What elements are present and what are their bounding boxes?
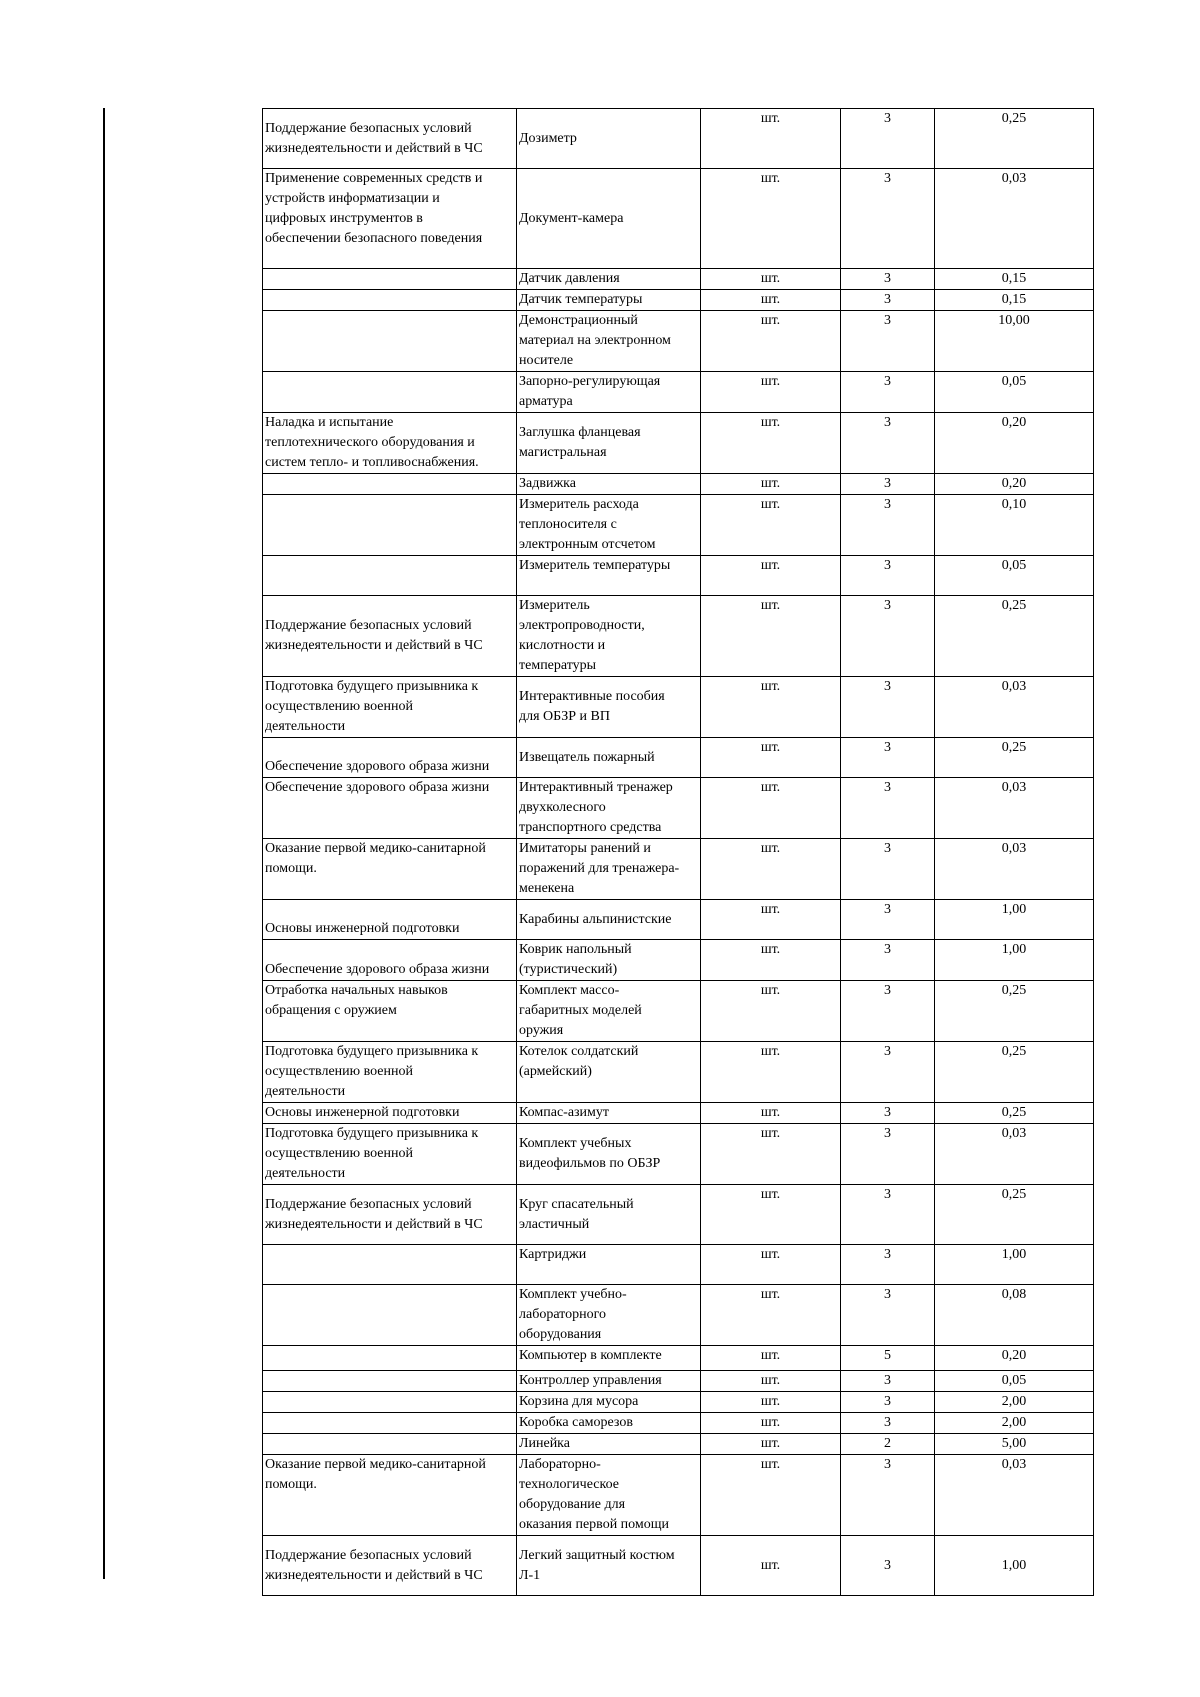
cell-unit: шт. bbox=[701, 556, 841, 596]
cell-section bbox=[263, 372, 517, 413]
table-row bbox=[263, 290, 1094, 311]
cell-section bbox=[263, 1434, 517, 1455]
cell-unit: шт. bbox=[701, 413, 841, 474]
cell-norm-value: 0,05 bbox=[935, 1371, 1094, 1392]
cell-section: Отработка начальных навыков обращения с оружием bbox=[263, 981, 517, 1042]
cell-item-name: Измеритель электропроводности, кислотности и температуры bbox=[517, 596, 701, 677]
cell-norm-value: 1,00 bbox=[935, 940, 1094, 981]
cell-item-name: Карабины альпинистские bbox=[517, 900, 701, 940]
cell-section bbox=[263, 556, 517, 596]
cell-item-name: Извещатель пожарный bbox=[517, 738, 701, 778]
cell-unit: шт. bbox=[701, 1124, 841, 1185]
cell-quantity: 3 bbox=[841, 372, 935, 413]
table-row bbox=[263, 1455, 1094, 1536]
cell-item-name: Датчик температуры bbox=[517, 290, 701, 311]
cell-norm-value: 5,00 bbox=[935, 1434, 1094, 1455]
cell-unit: шт. bbox=[701, 839, 841, 900]
cell-norm-value: 0,25 bbox=[935, 981, 1094, 1042]
cell-unit: шт. bbox=[701, 474, 841, 495]
cell-unit: шт. bbox=[701, 1245, 841, 1285]
cell-unit: шт. bbox=[701, 596, 841, 677]
cell-item-name: Дозиметр bbox=[517, 109, 701, 169]
cell-section bbox=[263, 1413, 517, 1434]
cell-unit: шт. bbox=[701, 311, 841, 372]
cell-unit: шт. bbox=[701, 738, 841, 778]
cell-item-name: Линейка bbox=[517, 1434, 701, 1455]
cell-unit: шт. bbox=[701, 1103, 841, 1124]
cell-section bbox=[263, 1371, 517, 1392]
cell-norm-value: 2,00 bbox=[935, 1392, 1094, 1413]
table-row bbox=[263, 474, 1094, 495]
cell-norm-value: 0,25 bbox=[935, 1103, 1094, 1124]
cell-norm-value: 0,25 bbox=[935, 1185, 1094, 1245]
cell-item-name: Интерактивные пособия для ОБЗР и ВП bbox=[517, 677, 701, 738]
cell-item-name: Компьютер в комплекте bbox=[517, 1346, 701, 1371]
cell-section bbox=[263, 495, 517, 556]
cell-norm-value: 0,03 bbox=[935, 839, 1094, 900]
cell-item-name: Контроллер управления bbox=[517, 1371, 701, 1392]
cell-section: Подготовка будущего призывника к осуществлению военной деятельности bbox=[263, 1042, 517, 1103]
cell-item-name: Измеритель расхода теплоносителя с электронным отсчетом bbox=[517, 495, 701, 556]
cell-unit: шт. bbox=[701, 1536, 841, 1596]
cell-section: Обеспечение здорового образа жизни bbox=[263, 940, 517, 981]
cell-item-name: Демонстрационный материал на электронном носителе bbox=[517, 311, 701, 372]
table-row bbox=[263, 596, 1094, 677]
cell-quantity: 3 bbox=[841, 1042, 935, 1103]
cell-unit: шт. bbox=[701, 1371, 841, 1392]
equipment-table bbox=[262, 108, 1094, 1596]
table-row bbox=[263, 1434, 1094, 1455]
cell-item-name: Датчик давления bbox=[517, 269, 701, 290]
cell-section bbox=[263, 1245, 517, 1285]
cell-unit: шт. bbox=[701, 495, 841, 556]
cell-section: Поддержание безопасных условий жизнедеятельности и действий в ЧС bbox=[263, 109, 517, 169]
cell-quantity: 3 bbox=[841, 1285, 935, 1346]
cell-unit: шт. bbox=[701, 1285, 841, 1346]
cell-section: Применение современных средств и устройств информатизации и цифровых инструментов в обеспечении безопасного поведения bbox=[263, 169, 517, 269]
cell-unit: шт. bbox=[701, 981, 841, 1042]
table-row bbox=[263, 372, 1094, 413]
cell-quantity: 3 bbox=[841, 1185, 935, 1245]
cell-quantity: 2 bbox=[841, 1434, 935, 1455]
cell-section: Основы инженерной подготовки bbox=[263, 1103, 517, 1124]
cell-norm-value: 0,20 bbox=[935, 413, 1094, 474]
cell-section bbox=[263, 1392, 517, 1413]
cell-item-name: Круг спасательный эластичный bbox=[517, 1185, 701, 1245]
cell-norm-value: 1,00 bbox=[935, 1536, 1094, 1596]
cell-item-name: Котелок солдатский (армейский) bbox=[517, 1042, 701, 1103]
cell-section: Оказание первой медико-санитарной помощи. bbox=[263, 1455, 517, 1536]
table-row bbox=[263, 677, 1094, 738]
cell-quantity: 3 bbox=[841, 677, 935, 738]
cell-quantity: 3 bbox=[841, 981, 935, 1042]
table-row bbox=[263, 1413, 1094, 1434]
table-row bbox=[263, 738, 1094, 778]
cell-section: Поддержание безопасных условий жизнедеятельности и действий в ЧС bbox=[263, 596, 517, 677]
cell-unit: шт. bbox=[701, 169, 841, 269]
table-row bbox=[263, 900, 1094, 940]
cell-item-name: Лабораторно- технологическое оборудование для оказания первой помощи bbox=[517, 1455, 701, 1536]
cell-quantity: 3 bbox=[841, 738, 935, 778]
cell-quantity: 3 bbox=[841, 311, 935, 372]
cell-unit: шт. bbox=[701, 1392, 841, 1413]
cell-quantity: 3 bbox=[841, 1455, 935, 1536]
cell-quantity: 3 bbox=[841, 839, 935, 900]
cell-quantity: 3 bbox=[841, 1536, 935, 1596]
cell-quantity: 3 bbox=[841, 1103, 935, 1124]
cell-item-name: Легкий защитный костюм Л-1 bbox=[517, 1536, 701, 1596]
cell-unit: шт. bbox=[701, 1346, 841, 1371]
cell-item-name: Задвижка bbox=[517, 474, 701, 495]
cell-quantity: 3 bbox=[841, 596, 935, 677]
cell-unit: шт. bbox=[701, 1413, 841, 1434]
cell-unit: шт. bbox=[701, 290, 841, 311]
cell-unit: шт. bbox=[701, 269, 841, 290]
cell-item-name: Запорно-регулирующая арматура bbox=[517, 372, 701, 413]
cell-unit: шт. bbox=[701, 940, 841, 981]
cell-item-name: Имитаторы ранений и поражений для тренажера- менекена bbox=[517, 839, 701, 900]
cell-item-name: Комплект массо- габаритных моделей оружия bbox=[517, 981, 701, 1042]
cell-unit: шт. bbox=[701, 677, 841, 738]
cell-norm-value: 0,25 bbox=[935, 596, 1094, 677]
cell-section: Подготовка будущего призывника к осуществлению военной деятельности bbox=[263, 677, 517, 738]
cell-quantity: 3 bbox=[841, 1124, 935, 1185]
table-row bbox=[263, 1245, 1094, 1285]
cell-quantity: 3 bbox=[841, 169, 935, 269]
cell-quantity: 3 bbox=[841, 556, 935, 596]
table-row bbox=[263, 981, 1094, 1042]
cell-norm-value: 0,10 bbox=[935, 495, 1094, 556]
cell-item-name: Документ-камера bbox=[517, 169, 701, 269]
table-row bbox=[263, 109, 1094, 169]
cell-item-name: Коврик напольный (туристический) bbox=[517, 940, 701, 981]
table-row bbox=[263, 1392, 1094, 1413]
cell-norm-value: 0,05 bbox=[935, 372, 1094, 413]
cell-unit: шт. bbox=[701, 1042, 841, 1103]
table-row bbox=[263, 413, 1094, 474]
cell-quantity: 3 bbox=[841, 1245, 935, 1285]
cell-norm-value: 0,08 bbox=[935, 1285, 1094, 1346]
cell-section: Подготовка будущего призывника к осуществлению военной деятельности bbox=[263, 1124, 517, 1185]
table-row bbox=[263, 169, 1094, 269]
table-row bbox=[263, 1371, 1094, 1392]
cell-item-name: Комплект учебно- лабораторного оборудования bbox=[517, 1285, 701, 1346]
table-row bbox=[263, 311, 1094, 372]
cell-norm-value: 0,20 bbox=[935, 1346, 1094, 1371]
cell-quantity: 3 bbox=[841, 474, 935, 495]
cell-item-name: Картриджи bbox=[517, 1245, 701, 1285]
cell-norm-value: 1,00 bbox=[935, 1245, 1094, 1285]
cell-item-name: Измеритель температуры bbox=[517, 556, 701, 596]
cell-unit: шт. bbox=[701, 900, 841, 940]
cell-quantity: 3 bbox=[841, 1413, 935, 1434]
cell-unit: шт. bbox=[701, 778, 841, 839]
table-row bbox=[263, 1103, 1094, 1124]
cell-quantity: 5 bbox=[841, 1346, 935, 1371]
cell-unit: шт. bbox=[701, 1434, 841, 1455]
cell-section: Обеспечение здорового образа жизни bbox=[263, 778, 517, 839]
cell-norm-value: 0,25 bbox=[935, 109, 1094, 169]
cell-unit: шт. bbox=[701, 109, 841, 169]
cell-quantity: 3 bbox=[841, 495, 935, 556]
cell-norm-value: 0,15 bbox=[935, 290, 1094, 311]
cell-section bbox=[263, 1285, 517, 1346]
cell-norm-value: 0,20 bbox=[935, 474, 1094, 495]
cell-quantity: 3 bbox=[841, 269, 935, 290]
page-margin-rule bbox=[103, 108, 105, 1579]
cell-quantity: 3 bbox=[841, 900, 935, 940]
cell-item-name: Заглушка фланцевая магистральная bbox=[517, 413, 701, 474]
cell-unit: шт. bbox=[701, 1455, 841, 1536]
cell-section bbox=[263, 290, 517, 311]
table-row bbox=[263, 1124, 1094, 1185]
cell-norm-value: 1,00 bbox=[935, 900, 1094, 940]
table-row bbox=[263, 1185, 1094, 1245]
cell-quantity: 3 bbox=[841, 290, 935, 311]
table-row bbox=[263, 1346, 1094, 1371]
cell-section bbox=[263, 1346, 517, 1371]
cell-norm-value: 10,00 bbox=[935, 311, 1094, 372]
table-row bbox=[263, 495, 1094, 556]
cell-quantity: 3 bbox=[841, 109, 935, 169]
cell-quantity: 3 bbox=[841, 413, 935, 474]
cell-item-name: Комплект учебных видеофильмов по ОБЗР bbox=[517, 1124, 701, 1185]
table-row bbox=[263, 839, 1094, 900]
table-row bbox=[263, 1042, 1094, 1103]
cell-norm-value: 0,03 bbox=[935, 169, 1094, 269]
cell-norm-value: 0,15 bbox=[935, 269, 1094, 290]
table-row bbox=[263, 1536, 1094, 1596]
cell-quantity: 3 bbox=[841, 1392, 935, 1413]
cell-norm-value: 2,00 bbox=[935, 1413, 1094, 1434]
cell-norm-value: 0,05 bbox=[935, 556, 1094, 596]
cell-norm-value: 0,03 bbox=[935, 677, 1094, 738]
cell-quantity: 3 bbox=[841, 778, 935, 839]
cell-norm-value: 0,03 bbox=[935, 778, 1094, 839]
cell-section: Основы инженерной подготовки bbox=[263, 900, 517, 940]
cell-section: Поддержание безопасных условий жизнедеятельности и действий в ЧС bbox=[263, 1536, 517, 1596]
cell-norm-value: 0,25 bbox=[935, 738, 1094, 778]
cell-item-name: Корзина для мусора bbox=[517, 1392, 701, 1413]
cell-norm-value: 0,25 bbox=[935, 1042, 1094, 1103]
cell-norm-value: 0,03 bbox=[935, 1124, 1094, 1185]
table-row bbox=[263, 778, 1094, 839]
cell-norm-value: 0,03 bbox=[935, 1455, 1094, 1536]
cell-unit: шт. bbox=[701, 372, 841, 413]
table-row bbox=[263, 1285, 1094, 1346]
cell-item-name: Коробка саморезов bbox=[517, 1413, 701, 1434]
table-row bbox=[263, 556, 1094, 596]
cell-unit: шт. bbox=[701, 1185, 841, 1245]
cell-section bbox=[263, 311, 517, 372]
cell-item-name: Компас-азимут bbox=[517, 1103, 701, 1124]
cell-section: Наладка и испытание теплотехнического оборудования и систем тепло- и топливоснабжения. bbox=[263, 413, 517, 474]
cell-section: Оказание первой медико-санитарной помощи. bbox=[263, 839, 517, 900]
cell-section bbox=[263, 474, 517, 495]
cell-section: Поддержание безопасных условий жизнедеятельности и действий в ЧС bbox=[263, 1185, 517, 1245]
cell-quantity: 3 bbox=[841, 940, 935, 981]
cell-item-name: Интерактивный тренажер двухколесного транспортного средства bbox=[517, 778, 701, 839]
cell-quantity: 3 bbox=[841, 1371, 935, 1392]
cell-section: Обеспечение здорового образа жизни bbox=[263, 738, 517, 778]
cell-section bbox=[263, 269, 517, 290]
table-row bbox=[263, 269, 1094, 290]
table-row bbox=[263, 940, 1094, 981]
